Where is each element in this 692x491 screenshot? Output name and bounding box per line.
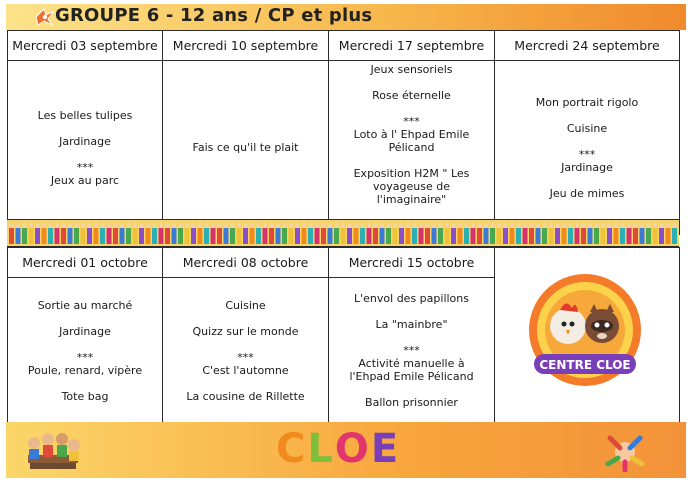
pencil-icon — [568, 221, 573, 244]
pencil-icon — [484, 221, 489, 244]
pencil-icon — [22, 221, 27, 244]
pencil-icon — [458, 221, 463, 244]
pencil-icon — [276, 221, 281, 244]
activity: Quizz sur le monde — [192, 324, 299, 338]
pencil-icon — [503, 221, 508, 244]
pencil-icon — [614, 221, 619, 244]
pencil-icon — [321, 221, 326, 244]
activity: C'est l'automne — [202, 363, 289, 377]
pencil-icon — [55, 221, 60, 244]
pencil-icon — [126, 221, 131, 244]
schedule-september — [7, 30, 680, 235]
pencil-icon — [594, 221, 599, 244]
activity: L'envol des papillons — [354, 292, 469, 305]
pencil-icon — [360, 221, 365, 244]
day-header: Mercredi 24 septembre — [495, 31, 680, 61]
bird-logo-icon — [34, 7, 56, 27]
day-header: Mercredi 01 octobre — [8, 248, 163, 278]
pencil-icon — [315, 221, 320, 244]
pencil-icon — [529, 221, 534, 244]
children-illustration-icon — [22, 427, 84, 473]
activity: Fais ce qu'il te plait — [192, 141, 299, 154]
activity-cell — [8, 61, 163, 235]
activity: Exposition H2M " Les voyageuse de l'imaginaire" — [353, 167, 470, 206]
activity: La "mainbre" — [375, 318, 448, 331]
pencil-icon — [490, 221, 495, 244]
pencil-icon — [354, 221, 359, 244]
pencil-icon — [191, 221, 196, 244]
pencil-icon — [224, 221, 229, 244]
day-header: Mercredi 15 octobre — [329, 248, 495, 278]
pencil-icon — [204, 221, 209, 244]
pencil-border-decoration — [7, 219, 679, 247]
pencil-icon — [341, 221, 346, 244]
activity-cell — [163, 278, 329, 424]
pencil-icon — [165, 221, 170, 244]
pencil-icon — [575, 221, 580, 244]
pencil-icon — [295, 221, 300, 244]
pencil-icon — [581, 221, 586, 244]
footer-banner — [6, 422, 686, 478]
pencil-icon — [438, 221, 443, 244]
activity-cell — [329, 61, 495, 235]
activity-row — [8, 61, 680, 235]
activity-cell — [495, 61, 680, 235]
pencils-icon — [7, 220, 679, 246]
pencil-icon — [269, 221, 274, 244]
pencil-icon — [334, 221, 339, 244]
pencil-icon — [672, 221, 677, 244]
pencil-icon — [308, 221, 313, 244]
centre-logo-text: CENTRE CLOE — [539, 358, 631, 372]
activity: Jardinage — [59, 324, 111, 338]
activity: Ballon prisonnier — [365, 396, 458, 409]
activity: Tote bag — [61, 389, 109, 403]
activity: Jeux au parc — [50, 173, 120, 187]
pencil-icon — [146, 221, 151, 244]
brand-letter: O — [334, 426, 371, 472]
pencil-icon — [406, 221, 411, 244]
brand-letter: E — [370, 426, 401, 472]
pencil-icon — [243, 221, 248, 244]
pencil-icon — [386, 221, 391, 244]
pencil-icon — [607, 221, 612, 244]
pencil-icon — [464, 221, 469, 244]
pencil-icon — [627, 221, 632, 244]
activity-cell — [8, 278, 163, 424]
pencil-icon — [29, 221, 34, 244]
separator: *** — [76, 350, 94, 364]
pencil-icon — [61, 221, 66, 244]
pencil-icon — [74, 221, 79, 244]
pencil-icon — [562, 221, 567, 244]
day-header: Mercredi 08 octobre — [163, 248, 329, 278]
activity: Jeu de mimes — [549, 186, 625, 200]
pencil-icon — [9, 221, 14, 244]
brand-letter: L — [307, 426, 335, 472]
separator: *** — [403, 115, 420, 128]
pencil-icon — [620, 221, 625, 244]
pencil-icon — [516, 221, 521, 244]
pencil-icon — [399, 221, 404, 244]
activity: Activité manuelle à l'Ehpad Emile Pélicand — [349, 357, 474, 383]
pencil-icon — [133, 221, 138, 244]
pencil-icon — [555, 221, 560, 244]
activity: Cuisine — [566, 121, 608, 135]
pencil-icon — [445, 221, 450, 244]
pencil-icon — [666, 221, 671, 244]
pencil-icon — [633, 221, 638, 244]
pencil-icon — [159, 221, 164, 244]
pencil-icon — [640, 221, 645, 244]
pencil-icon — [471, 221, 476, 244]
activity: Sortie au marché — [37, 298, 133, 312]
activity: Jardinage — [561, 160, 613, 174]
pencil-icon — [432, 221, 437, 244]
pencil-icon — [425, 221, 430, 244]
pencil-icon — [178, 221, 183, 244]
activity: La cousine de Rillette — [186, 389, 305, 403]
pencil-icon — [16, 221, 21, 244]
activity-cell — [163, 61, 329, 235]
pencil-icon — [172, 221, 177, 244]
pencil-icon — [198, 221, 203, 244]
pencil-icon — [152, 221, 157, 244]
day-header: Mercredi 17 septembre — [329, 31, 495, 61]
pencil-icon — [256, 221, 261, 244]
pencil-icon — [451, 221, 456, 244]
pencil-icon — [68, 221, 73, 244]
pencil-icon — [250, 221, 255, 244]
pencil-icon — [139, 221, 144, 244]
activity: Jardinage — [59, 134, 111, 148]
pencil-icon — [419, 221, 424, 244]
pencil-icon — [35, 221, 40, 244]
pencil-icon — [217, 221, 222, 244]
activity: Rose éternelle — [372, 89, 451, 102]
pencil-icon — [48, 221, 53, 244]
separator: *** — [578, 147, 596, 161]
pencil-icon — [523, 221, 528, 244]
pencil-icon — [497, 221, 502, 244]
pencil-icon — [289, 221, 294, 244]
pencil-icon — [653, 221, 658, 244]
header-banner — [6, 4, 686, 30]
activity: Jeux sensoriels — [370, 63, 453, 76]
pencil-icon — [113, 221, 118, 244]
pencil-icon — [87, 221, 92, 244]
pencil-icon — [211, 221, 216, 244]
day-header-row — [8, 31, 680, 61]
pencil-icon — [185, 221, 190, 244]
pencil-icon — [42, 221, 47, 244]
pencil-icon — [549, 221, 554, 244]
pencil-icon — [380, 221, 385, 244]
pencil-icon — [100, 221, 105, 244]
pencil-icon — [94, 221, 99, 244]
separator: *** — [237, 350, 254, 364]
activity-cell — [329, 278, 495, 424]
centre-cloe-logo — [520, 268, 650, 398]
pencil-icon — [367, 221, 372, 244]
pencil-icon — [237, 221, 242, 244]
pencil-icon — [542, 221, 547, 244]
activity: Poule, renard, vipère — [27, 363, 143, 377]
pencil-icon — [588, 221, 593, 244]
pencil-icon — [347, 221, 352, 244]
pencil-icon — [302, 221, 307, 244]
pencil-icon — [81, 221, 86, 244]
pencil-icon — [263, 221, 268, 244]
separator: *** — [76, 160, 94, 174]
separator: *** — [403, 344, 420, 357]
pencil-icon — [536, 221, 541, 244]
pencil-icon — [659, 221, 664, 244]
hands-illustration-icon — [602, 430, 648, 472]
pencil-icon — [393, 221, 398, 244]
day-header: Mercredi 03 septembre — [8, 31, 163, 61]
pencil-icon — [282, 221, 287, 244]
activity: Loto à l' Ehpad Emile Pélicand — [353, 128, 470, 154]
page-title: GROUPE 6 - 12 ans / CP et plus — [55, 5, 373, 26]
activity: Cuisine — [225, 298, 266, 312]
pencil-icon — [373, 221, 378, 244]
activity: Les belles tulipes — [37, 108, 133, 122]
pencil-icon — [601, 221, 606, 244]
pencil-icon — [510, 221, 515, 244]
pencil-icon — [646, 221, 651, 244]
day-header: Mercredi 10 septembre — [163, 31, 329, 61]
cloe-brand — [276, 426, 400, 472]
brand-letter: C — [276, 426, 308, 472]
pencil-icon — [107, 221, 112, 244]
pencil-icon — [328, 221, 333, 244]
pencil-icon — [477, 221, 482, 244]
pencil-icon — [230, 221, 235, 244]
activity: Mon portrait rigolo — [535, 95, 639, 109]
pencil-icon — [120, 221, 125, 244]
pencil-icon — [412, 221, 417, 244]
